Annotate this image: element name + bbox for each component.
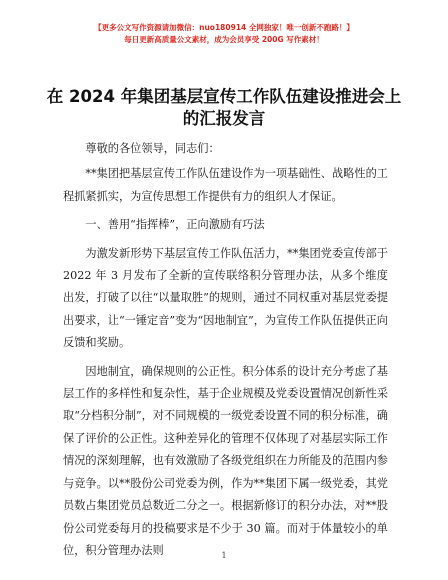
document-title-line-1: 在 2024 年集团基层宣传工作队伍建设推进会上 xyxy=(46,87,402,106)
body-paragraph: 因地制宜，确保规则的公正性。积分体系的设计充分考虑了基层工作的多样性和复杂性，基于企业规模及党委设置情况创新性采取“分档积分制”，对不同规模的一级党委设置不同的积分标准，确保了评价的公正性。这种差异化的管理不仅体现了对基层实际工作情况的深刻理解，也有效激励了各级党组织在力所能及的范围内参与竞争。以**股份公司党委为例，作为**集团下属一级党委，其党员数占集团党员总数近二分之一。根据新修订的积分办法，对**股份公司党委每月的投稿要求是不少于 30 篇。而对于体量较小的单位，积分管理办法则 xyxy=(63,364,388,557)
document-title-line-2: 的汇报发言 xyxy=(182,109,266,128)
promo-banner xyxy=(0,22,448,46)
page-number: 1 xyxy=(221,551,227,560)
promo-banner-line-1: 【更多公文写作资源请加微信：nuo180914 全网独家！唯一创新不跑路！】 xyxy=(94,23,354,32)
body-paragraph: 为激发新形势下基层宣传工作队伍活力，**集团党委宣传部于 2022 年 3 月发布了全新的宣传联络积分管理办法，从多个维度出发，打破了以往“以量取胜”的规则，通过不同权重对基层党委提出要求，让“一锤定音”变为“因地制宜”，为宣传工作队伍提供正向反馈和奖励。 xyxy=(63,246,388,350)
promo-banner-line-2: 每日更新高质量公文素材，成为会员享受 200G 写作素材！ xyxy=(124,35,324,44)
document-body xyxy=(63,138,388,562)
document-title xyxy=(40,86,408,130)
section-heading: 一、善用“指挥棒”，正向激励有巧法 xyxy=(85,218,265,232)
salutation: 尊敬的各位领导，同志们： xyxy=(85,142,220,155)
intro-paragraph: **集团把基层宣传工作队伍建设作为一项基础性、战略性的工程抓紧抓实，为宣传思想工作提供有力的组织人才保证。 xyxy=(63,167,388,203)
